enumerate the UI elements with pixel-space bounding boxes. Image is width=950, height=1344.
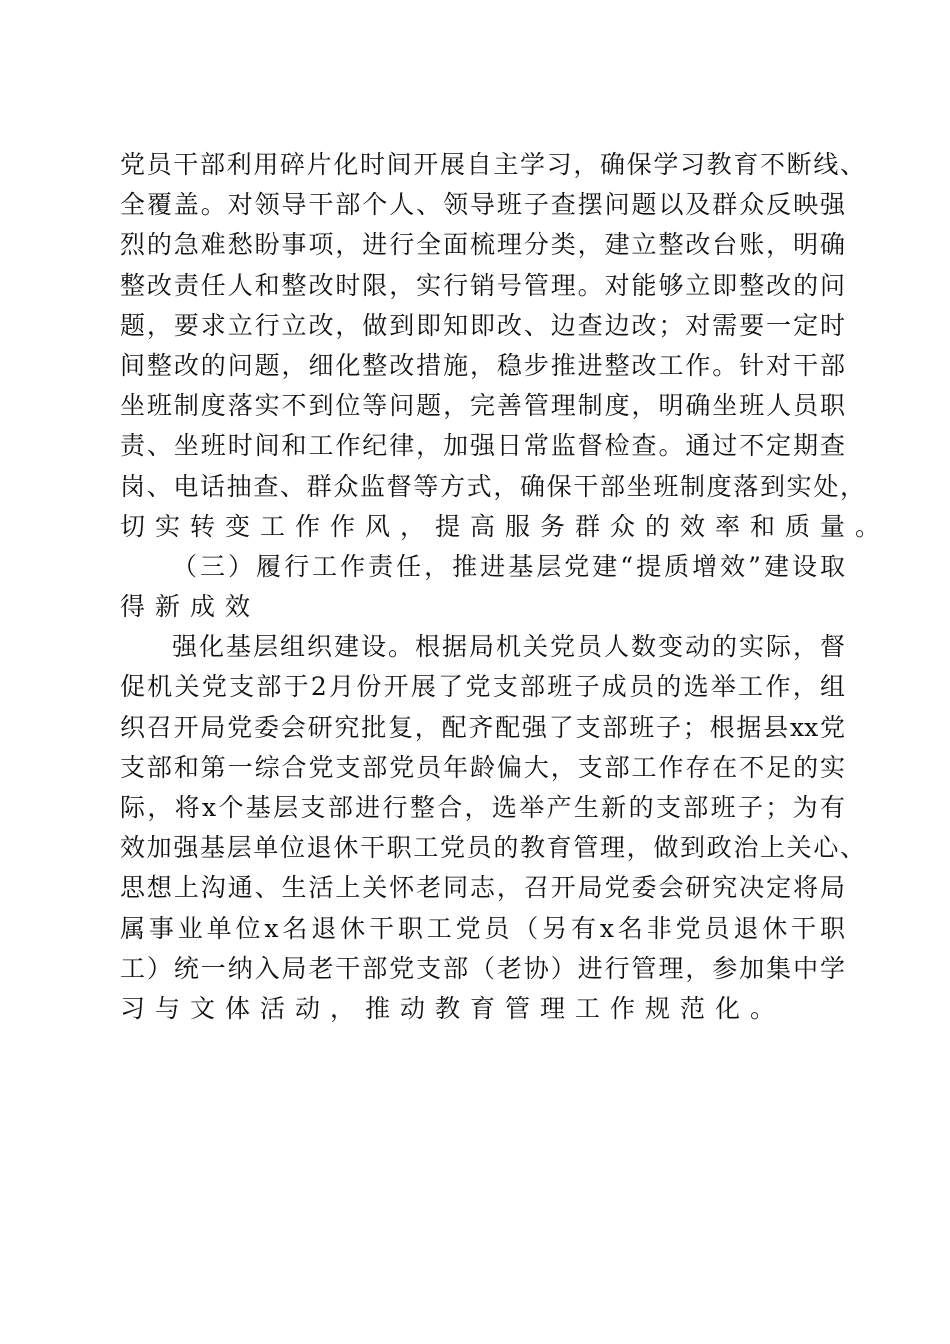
text-line: 际，将x个基层支部进行整合，选举产生新的支部班子；为有 [120,793,845,822]
text-line: 习与文体活动，推动教育管理工作规范化。 [120,993,786,1023]
text-line: 强化基层组织建设。根据局机关党员人数变动的实际，督 [172,632,845,662]
text-line: 烈的急难愁盼事项，进行全面梳理分类，建立整改台账，明确 [120,230,845,260]
text-line: 坐班制度落实不到位等问题，完善管理制度，明确坐班人员职 [120,391,845,421]
text-line: 题，要求立行立改，做到即知即改、边查边改；对需要一定时 [120,310,845,340]
text-line: 间整改的问题，细化整改措施，稳步推进整改工作。针对干部 [120,350,845,380]
heading-line: （三）履行工作责任，推进基层党建“提质增效”建设取 [172,551,845,581]
section-heading [120,547,845,627]
text-line: 全覆盖。对领导干部个人、领导班子查摆问题以及群众反映强 [120,190,845,220]
text-line: 责、坐班时间和工作纪律，加强日常监督检查。通过不定期查 [120,431,845,461]
text-line: 思想上沟通、生活上关怀老同志，召开局党委会研究决定将局 [120,873,845,903]
paragraph-2 [120,627,865,1029]
text-line: 工）统一纳入局老干部党支部（老协）进行管理，参加集中学 [120,953,845,983]
heading-line: 得新成效 [120,592,261,622]
text-line: 属事业单位x名退休干职工党员（另有x名非党员退休干职 [120,913,845,943]
text-line: 岗、电话抽查、群众监督等方式，确保干部坐班制度落到实处， [120,471,865,501]
text-line: 支部和第一综合党支部党员年龄偏大，支部工作存在不足的实 [120,752,845,782]
text-line: 整改责任人和整改时限，实行销号管理。对能够立即整改的问 [120,270,845,300]
text-line: 党员干部利用碎片化时间开展自主学习，确保学习教育不断线、 [120,150,865,179]
document-page [120,145,891,1029]
text-line: 切实转变工作作风，提高服务群众的效率和质量。 [120,511,891,541]
text-line: 促机关党支部于2月份开展了党支部班子成员的选举工作，组 [120,672,845,702]
text-line: 织召开局党委会研究批复，配齐配强了支部班子；根据县xx党 [120,712,845,742]
paragraph-1 [120,145,891,547]
text-line: 效加强基层单位退休干职工党员的教育管理，做到政治上关心、 [120,833,865,863]
